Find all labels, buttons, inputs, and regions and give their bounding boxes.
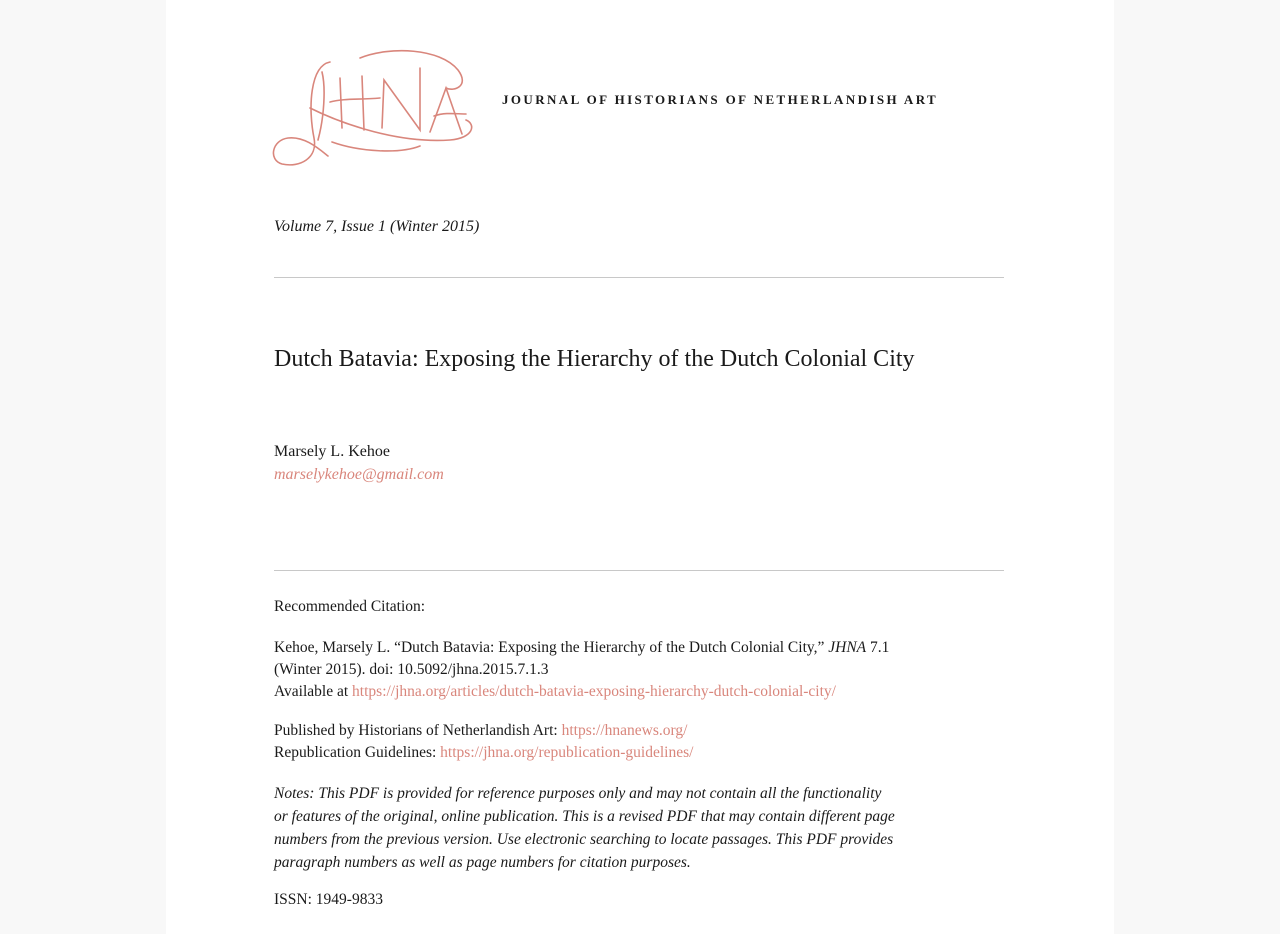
- notes-line-1: Notes: This PDF is provided for reference purposes only and may not contain all the functionality: [274, 785, 882, 802]
- issn: ISSN: 1949-9833: [274, 891, 383, 908]
- jhna-logo: [270, 48, 480, 170]
- republication-label: Republication Guidelines:: [274, 744, 441, 761]
- republication-url-link[interactable]: https://jhna.org/republication-guidelines/: [440, 744, 694, 761]
- citation-volume: 7.1: [866, 639, 890, 656]
- author-name: Marsely L. Kehoe: [274, 443, 390, 460]
- publisher-block: [274, 720, 1014, 764]
- article-title: Dutch Batavia: Exposing the Hierarchy of the Dutch Colonial City: [274, 346, 915, 372]
- journal-name: JOURNAL OF HISTORIANS OF NETHERLANDISH ART: [502, 92, 939, 107]
- published-label: Published by Historians of Netherlandish Art:: [274, 722, 562, 739]
- citation-heading: Recommended Citation:: [274, 598, 426, 615]
- author-email-link[interactable]: marselykehoe@gmail.com: [274, 466, 444, 483]
- citation-text: Kehoe, Marsely L. “Dutch Batavia: Exposing the Hierarchy of the Dutch Colonial City,”: [274, 639, 829, 656]
- available-at-line: [274, 681, 1014, 703]
- hna-url-link[interactable]: https://hnanews.org/: [561, 722, 688, 739]
- citation-line-1: [274, 637, 1014, 659]
- notes-line-4: paragraph numbers as well as page numbers for citation purposes.: [274, 854, 691, 871]
- citation-block: [274, 637, 1014, 703]
- republication-line: [274, 742, 1014, 764]
- notes-block: [274, 782, 1014, 874]
- published-by-line: [274, 720, 1014, 742]
- divider: [274, 277, 1004, 278]
- divider: [274, 570, 1004, 571]
- available-label: Available at: [274, 683, 353, 700]
- notes-line-2: or features of the original, online publication. This is a revised PDF that may contain different page: [274, 808, 895, 825]
- volume-issue: Volume 7, Issue 1 (Winter 2015): [274, 218, 480, 235]
- journal-abbreviation: JHNA: [828, 639, 867, 656]
- citation-line-2: (Winter 2015). doi: 10.5092/jhna.2015.7.1.3: [274, 661, 549, 678]
- article-url-link[interactable]: https://jhna.org/articles/dutch-batavia-exposing-hierarchy-dutch-colonial-city/: [352, 683, 836, 700]
- notes-line-3: numbers from the previous version. Use electronic searching to locate passages. This PDF provides: [274, 831, 894, 848]
